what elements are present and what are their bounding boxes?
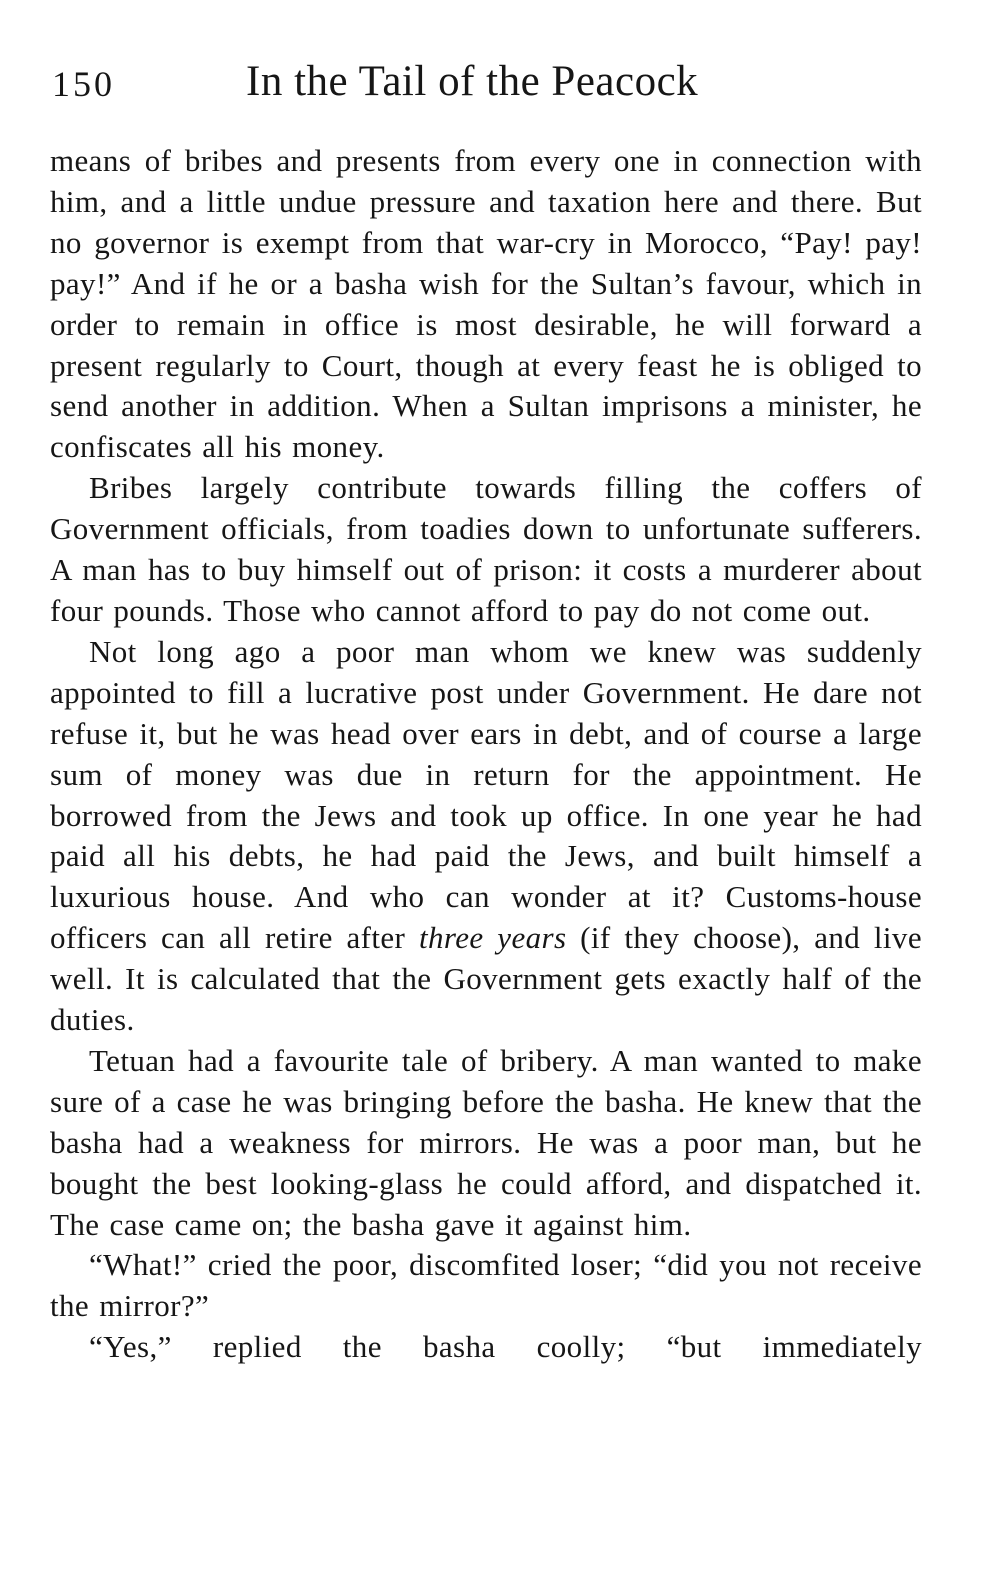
body-text	[50, 141, 922, 1368]
paragraph-loser-question: “What!” cried the poor, discomfited loser; “did you not receive the mirror?”	[50, 1247, 922, 1324]
running-header	[50, 60, 920, 120]
book-title: In the Tail of the Peacock	[246, 58, 699, 105]
paragraph-government-officials: Bribes largely contribute towards filling the coffers of Government officials, from toadies down to unfortunate sufferers. A man has to buy himself out of prison: it costs a murderer about four pounds. Those who cannot afford to pay do not come out.	[50, 470, 922, 628]
paragraph-basha-reply: “Yes,” replied the basha coolly; “but immediately	[89, 1329, 922, 1365]
paragraph-governor-bribes: means of bribes and presents from every one in connection with him, and a little undue pressure and taxation here and there. But no governor is exempt from that war-cry in Morocco, “Pay! pay! pay!” And if he or a basha wish for the Sultan’s favour, which in order to remain in office is most desirable, he will forward a present regularly to Court, though at every feast he is obliged to send another in addition. When a Sultan imprisons a minister, he confiscates all his money.	[50, 143, 922, 465]
page-number: 150	[52, 64, 115, 104]
paragraph-poor-man-post-end: (if they choose), and live well. It is calculated that the Government gets exactly half of the duties.	[50, 920, 922, 1038]
paragraph-poor-man-post-start: Not long ago a poor man whom we knew was suddenly appointed to fill a lucrative post under Government. He dare not refuse it, but he was head over ears in debt, and of course a large sum of money was due in return for the appointment. He borrowed from the Jews and took up office. In one year he had paid all his debts, he had paid the Jews, and built himself a luxurious house. And who can wonder at it? Customs-house officers can all retire after	[50, 633, 922, 956]
paragraph-poor-man-post	[50, 632, 922, 1041]
italic-three-years: three years	[419, 920, 567, 956]
paragraph-tetuan-tale: Tetuan had a favourite tale of bribery. A man wanted to make sure of a case he was bringing before the basha. He knew that the basha had a weakness for mirrors. He was a poor man, but he bought the best looking-glass he could afford, and dispatched it. The case came on; the basha gave it against him.	[50, 1042, 922, 1242]
